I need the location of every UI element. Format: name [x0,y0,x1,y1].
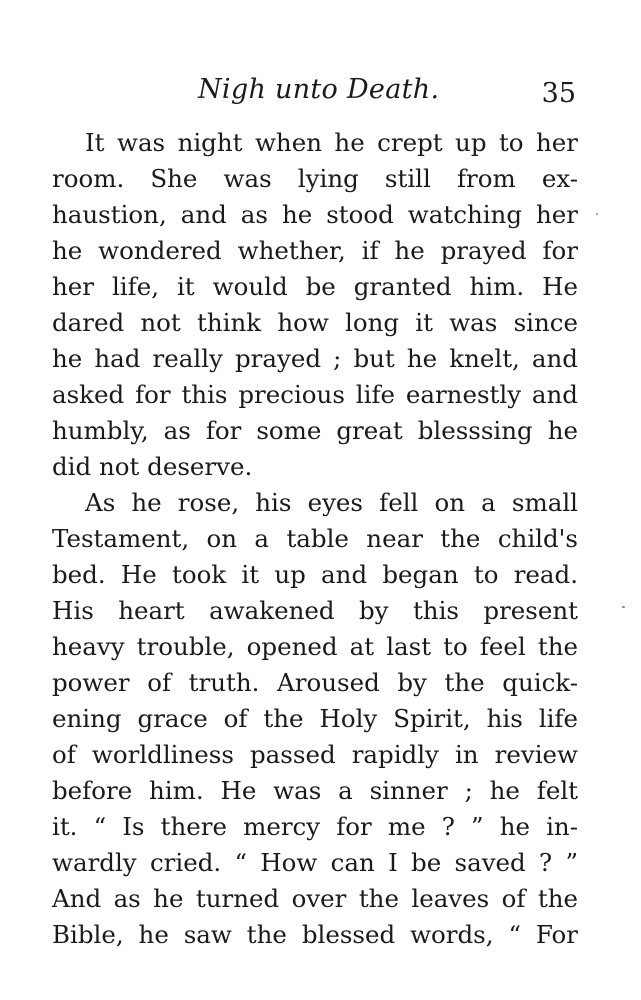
text-line: of worldliness passed rapidly in review [52,740,578,769]
text-line: Testament, on a table near the child's [52,524,578,553]
text-line: haustion, and as he stood watching her [52,200,578,229]
text-line: he wondered whether, if he prayed for [52,236,578,265]
text-line: ening grace of the Holy Spirit, his life [52,704,578,733]
text-line: did not deserve. [52,452,253,481]
text-line: power of truth. Aroused by the quick- [52,668,578,697]
text-line: before him. He was a sinner ; he felt [52,776,578,805]
text-line: heavy trouble, opened at last to feel the [52,632,578,661]
running-title: Nigh unto Death. [198,74,440,105]
text-line: her life, it would be granted him. He [52,272,578,301]
text-line: it. “ Is there mercy for me ? ” he in- [52,812,578,841]
running-head [52,70,578,114]
text-line: room. She was lying still from ex- [52,164,578,193]
page-number: 35 [541,78,576,109]
body-text [52,125,578,953]
text-line: And as he turned over the leaves of the [52,884,578,913]
text-line: It was night when he crept up to her [85,128,578,157]
text-line: wardly cried. “ How can I be saved ? ” [52,848,578,877]
text-line: His heart awakened by this present [52,596,578,625]
paper-speck [622,606,625,608]
text-line: dared not think how long it was since [52,308,578,337]
paper-speck [596,213,598,215]
text-line: As he rose, his eyes fell on a small [85,488,578,517]
text-line: bed. He took it up and began to read. [52,560,578,589]
text-line: Bible, he saw the blessed words, “ For [52,920,578,949]
text-line: humbly, as for some great blesssing he [52,416,578,445]
text-line: he had really prayed ; but he knelt, and [52,344,578,373]
text-line: asked for this precious life earnestly and [52,380,578,409]
